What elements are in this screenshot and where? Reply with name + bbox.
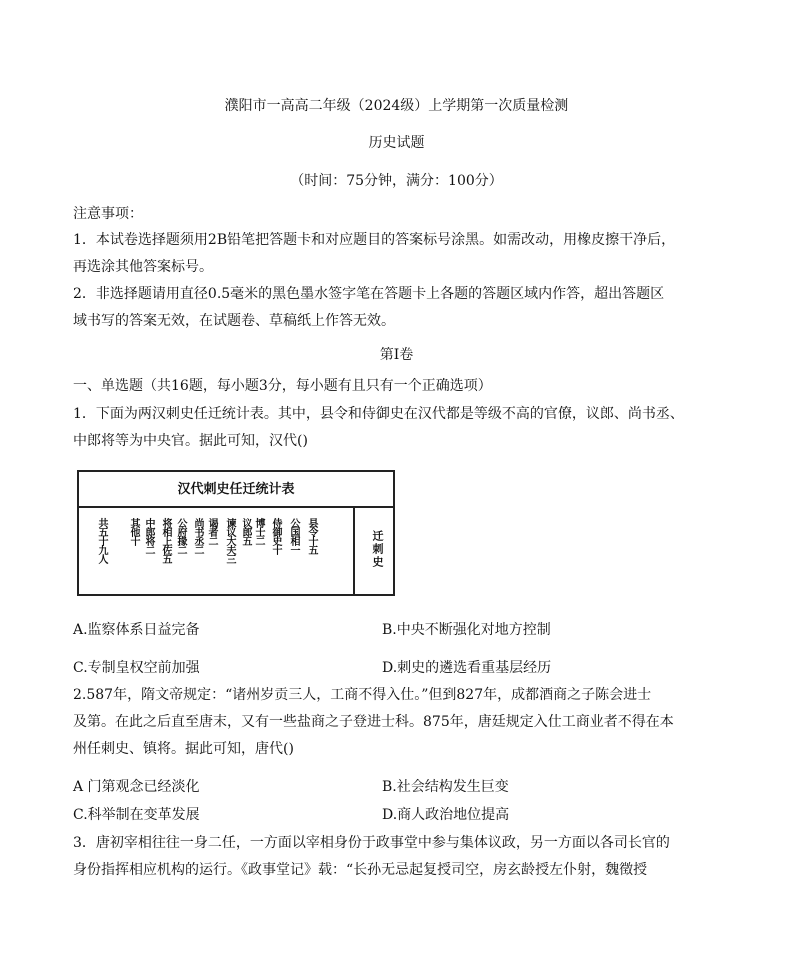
q1-table-cell: 议郎五: [240, 518, 251, 545]
q1-table-title: 汉代刺史任迁统计表: [79, 472, 393, 508]
q2-option-d: D.商人政治地位提高: [382, 807, 510, 823]
exam-time-info: （时间：75分钟，满分：100分）: [290, 173, 503, 189]
exam-subject: 历史试题: [368, 135, 425, 151]
q3-stem-line-2: 身份指挥相应机构的运行。《政事堂记》载：“长孙无忌起复授司空，房玄龄授左仆射，魏徵授: [73, 862, 648, 878]
notice-heading: 注意事项：: [73, 206, 143, 222]
q1-table: [77, 470, 395, 596]
q1-option-c: C.专制皇权空前加强: [73, 660, 200, 676]
q2-option-c: C.科举制在变革发展: [73, 807, 200, 823]
q1-stem-line-1: 1．下面为两汉刺史任迁统计表。其中，县令和侍御史在汉代都是等级不高的官僚，议郎、尚书丞、: [73, 406, 684, 422]
notice-item-1-line-2: 再选涂其他答案标号。: [73, 259, 213, 275]
notice-item-2-line-2: 域书写的答案无效，在试题卷、草稿纸上作答无效。: [73, 313, 395, 329]
q1-table-cell: 其他十: [128, 518, 139, 545]
q1-table-divider: [353, 508, 355, 594]
q1-option-a: A.监察体系日益完备: [73, 622, 200, 638]
q2-stem-line-3: 州任刺史、镇将。据此可知，唐代(): [73, 741, 294, 757]
q2-option-b: B.社会结构发生巨变: [382, 779, 509, 795]
notice-item-2-line-1: 2．非选择题请用直径0.5毫米的黑色墨水签字笔在答题卡上各题的答题区域内作答，超出答题区: [73, 286, 665, 302]
q3-stem-line-1: 3．唐初宰相往往一身二任，一方面以宰相身份于政事堂中参与集体议政，另一方面以各司长官的: [73, 835, 670, 851]
q1-table-cell: 公府掾二: [175, 518, 186, 554]
notice-item-1-line-1: 1．本试卷选择题须用2B铅笔把答题卡和对应题目的答案标号涂黑。如需改动，用橡皮擦干净后，: [73, 232, 676, 248]
volume-heading: 第Ⅰ卷: [379, 347, 414, 363]
q1-stem-line-2: 中郎将等为中央官。据此可知，汉代(): [73, 433, 308, 449]
q1-table-cell: 公国相一: [288, 518, 299, 554]
q2-stem-line-2: 及第。在此之后直至唐末，又有一些盐商之子登进士科。875年，唐廷规定入仕工商业者不得在本: [73, 714, 674, 730]
part-heading: 一、单选题（共16题，每小题3分，每小题有且只有一个正确选项）: [73, 378, 492, 394]
q1-table-cell: 将相上佐五: [160, 518, 171, 563]
q1-table-cell: 县令十五: [306, 518, 317, 554]
q1-table-cell: 中郎将二: [143, 518, 154, 554]
q1-option-d: D.刺史的遴选看重基层经历: [382, 660, 552, 676]
q1-option-b: B.中央不断强化对地方控制: [382, 622, 551, 638]
q1-table-cell: 谏议大夫三: [224, 518, 235, 563]
q2-stem-line-1: 2.587年，隋文帝规定：“诸州岁贡三人，工商不得入仕。”但到827年，成都酒商之子陈会进士: [73, 687, 652, 703]
q1-table-cell: 共五十九人: [96, 518, 107, 563]
q2-option-a: A 门第观念已经淡化: [73, 779, 200, 795]
q1-table-cell: 侍御史十: [270, 518, 281, 554]
q1-table-cell: 谒者二: [206, 518, 217, 545]
q1-table-header: 迁刺史: [371, 530, 384, 569]
q1-table-cell: 尚书丞二: [192, 518, 203, 554]
exam-title: 濮阳市一高高二年级（2024级）上学期第一次质量检测: [224, 98, 569, 114]
q1-table-cell: 博士二: [253, 518, 264, 545]
